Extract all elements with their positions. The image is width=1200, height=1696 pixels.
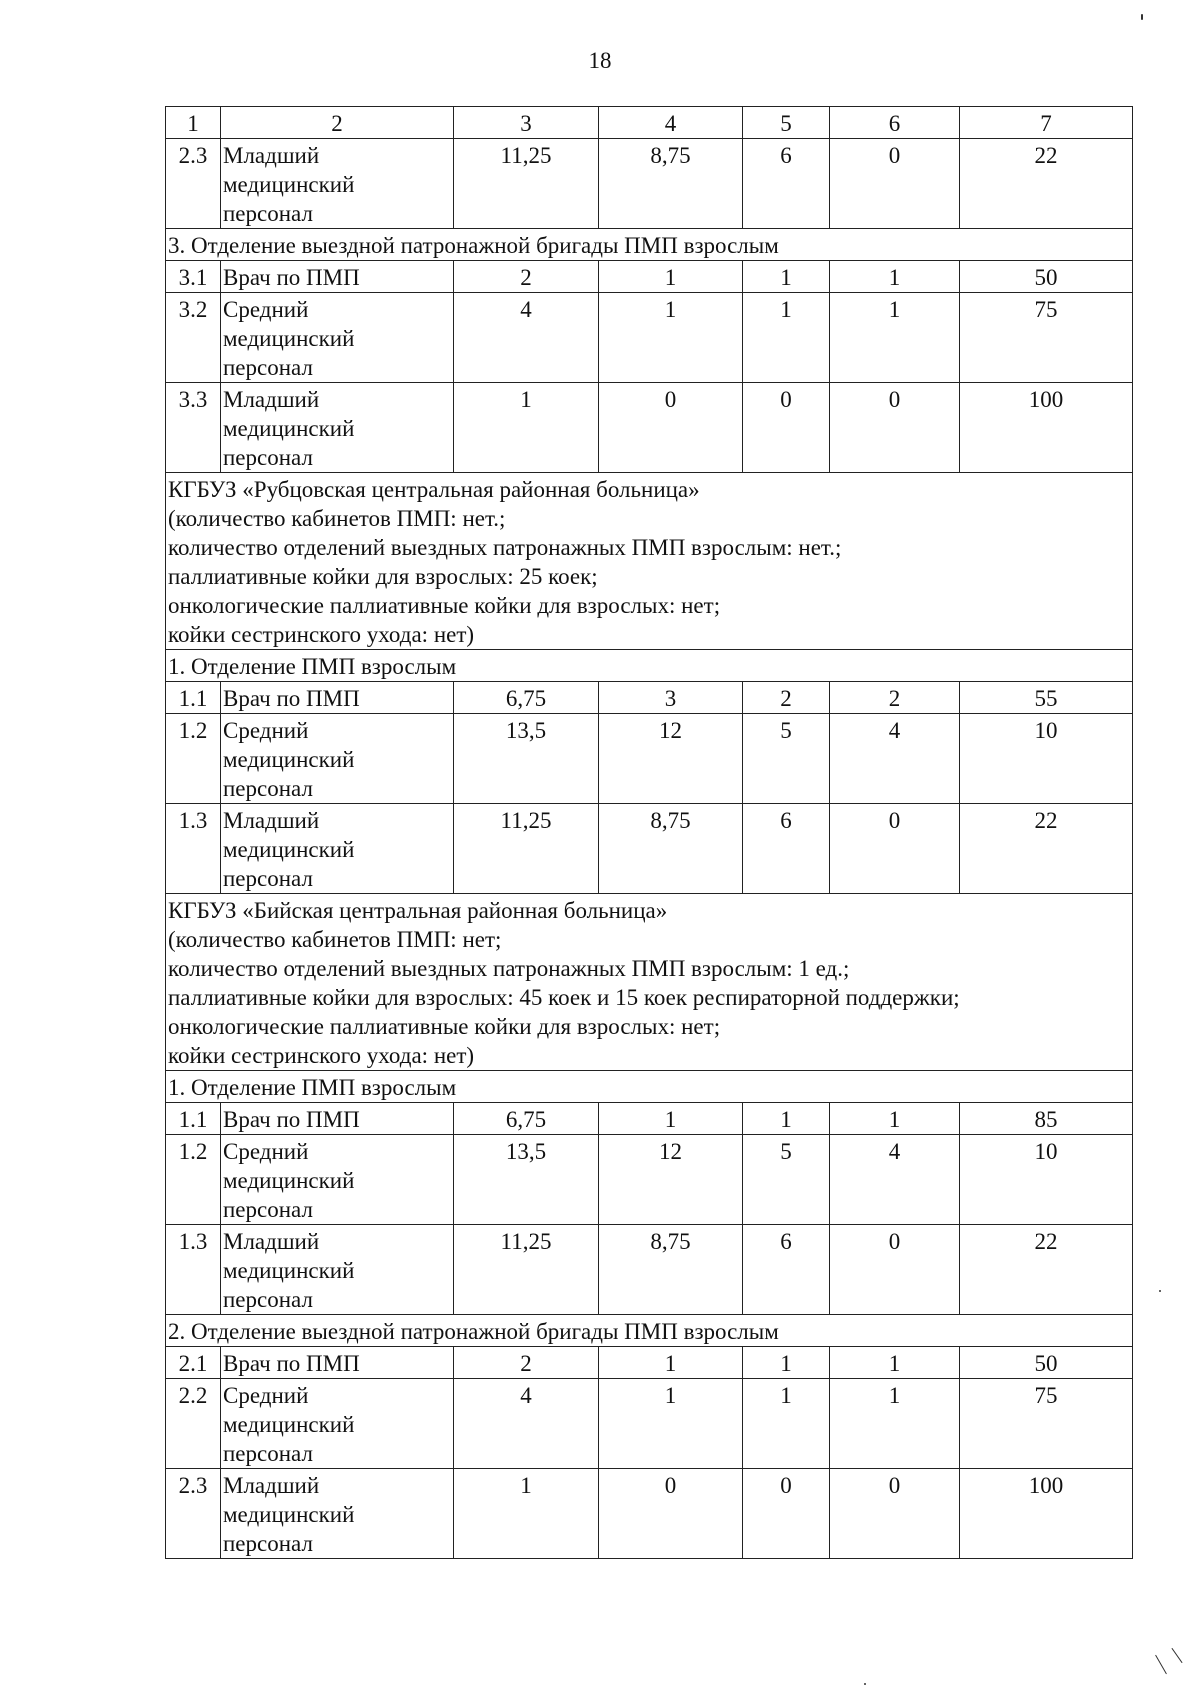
value-cell: 2 [743, 682, 830, 714]
value-cell: 1 [830, 1379, 960, 1469]
position-name [221, 1135, 454, 1225]
section-row [166, 1071, 1133, 1103]
position-name-line: Врач по ПМП [223, 686, 360, 711]
column-header: 6 [830, 107, 960, 139]
value-cell: 4 [454, 1379, 599, 1469]
value-cell: 4 [830, 714, 960, 804]
table-row [166, 682, 1133, 714]
value-cell: 100 [960, 1469, 1133, 1559]
column-header: 4 [599, 107, 743, 139]
value-cell: 11,25 [454, 139, 599, 229]
value-cell: 1 [599, 1379, 743, 1469]
column-header: 2 [221, 107, 454, 139]
position-name-line: персонал [223, 355, 313, 380]
position-name-line: медицинский [223, 1168, 355, 1193]
value-cell: 1 [599, 261, 743, 293]
value-cell: 12 [599, 1135, 743, 1225]
value-cell: 1 [830, 1103, 960, 1135]
section-title: 1. Отделение ПМП взрослым [166, 1071, 1133, 1103]
table-body [166, 107, 1133, 1559]
position-name-line: персонал [223, 201, 313, 226]
row-number: 3.3 [166, 383, 221, 473]
value-cell: 4 [454, 293, 599, 383]
value-cell: 50 [960, 1347, 1133, 1379]
value-cell: 3 [599, 682, 743, 714]
row-number: 2.2 [166, 1379, 221, 1469]
value-cell: 1 [599, 1347, 743, 1379]
position-name-line: медицинский [223, 1502, 355, 1527]
position-name [221, 383, 454, 473]
table-row [166, 1103, 1133, 1135]
position-name-line: медицинский [223, 747, 355, 772]
organization-info-line: паллиативные койки для взрослых: 45 коек и 15 коек респираторной поддержки; [168, 985, 960, 1010]
value-cell: 4 [830, 1135, 960, 1225]
value-cell: 2 [830, 682, 960, 714]
value-cell: 50 [960, 261, 1133, 293]
row-number: 1.2 [166, 714, 221, 804]
position-name [221, 139, 454, 229]
value-cell: 2 [454, 261, 599, 293]
section-title: 2. Отделение выездной патронажной бригады ПМП взрослым [166, 1315, 1133, 1347]
column-header: 7 [960, 107, 1133, 139]
value-cell: 1 [743, 261, 830, 293]
value-cell: 8,75 [599, 1225, 743, 1315]
organization-info-line: КГБУЗ «Бийская центральная районная больница» [168, 898, 668, 923]
value-cell: 1 [830, 293, 960, 383]
row-number: 1.3 [166, 804, 221, 894]
value-cell: 1 [743, 1379, 830, 1469]
position-name-line: медицинский [223, 1258, 355, 1283]
position-name-line: персонал [223, 866, 313, 891]
position-name [221, 293, 454, 383]
value-cell: 1 [599, 1103, 743, 1135]
organization-info-line: онкологические паллиативные койки для взрослых: нет; [168, 1014, 721, 1039]
position-name [221, 1469, 454, 1559]
value-cell: 10 [960, 714, 1133, 804]
position-name-line: Врач по ПМП [223, 265, 360, 290]
table-row [166, 261, 1133, 293]
position-name-line: персонал [223, 1197, 313, 1222]
value-cell: 2 [454, 1347, 599, 1379]
scan-speck [1141, 14, 1143, 20]
position-name-line: персонал [223, 776, 313, 801]
row-number: 3.1 [166, 261, 221, 293]
row-number: 1.2 [166, 1135, 221, 1225]
organization-info-line: КГБУЗ «Рубцовская центральная районная больница» [168, 477, 700, 502]
organization-row [166, 473, 1133, 650]
organization-info-line: койки сестринского ухода: нет) [168, 622, 475, 647]
value-cell: 0 [830, 383, 960, 473]
page-number: 18 [588, 48, 612, 73]
scan-speck [1159, 1290, 1161, 1292]
row-number: 2.3 [166, 139, 221, 229]
position-name-line: Младший [223, 143, 320, 168]
value-cell: 0 [830, 804, 960, 894]
column-header: 1 [166, 107, 221, 139]
scan-speck [1171, 1648, 1182, 1663]
value-cell: 0 [599, 383, 743, 473]
table-row [166, 1135, 1133, 1225]
position-name-line: Средний [223, 1139, 309, 1164]
value-cell: 75 [960, 1379, 1133, 1469]
position-name-line: Младший [223, 808, 320, 833]
staffing-table [165, 106, 1133, 1559]
position-name [221, 682, 454, 714]
table-row [166, 714, 1133, 804]
position-name-line: медицинский [223, 837, 355, 862]
value-cell: 1 [454, 383, 599, 473]
organization-info-line: (количество кабинетов ПМП: нет; [168, 927, 502, 952]
value-cell: 0 [830, 1225, 960, 1315]
row-number: 1.3 [166, 1225, 221, 1315]
section-title: 3. Отделение выездной патронажной бригады ПМП взрослым [166, 229, 1133, 261]
table-row [166, 139, 1133, 229]
value-cell: 12 [599, 714, 743, 804]
position-name-line: Младший [223, 1473, 320, 1498]
position-name-line: медицинский [223, 326, 355, 351]
position-name-line: Средний [223, 297, 309, 322]
position-name-line: Врач по ПМП [223, 1107, 360, 1132]
organization-info-line: количество отделений выездных патронажных ПМП взрослым: 1 ед.; [168, 956, 850, 981]
position-name [221, 1225, 454, 1315]
value-cell: 0 [599, 1469, 743, 1559]
position-name [221, 714, 454, 804]
table-row [166, 1347, 1133, 1379]
value-cell: 6,75 [454, 682, 599, 714]
organization-info-line: (количество кабинетов ПМП: нет.; [168, 506, 506, 531]
section-row [166, 229, 1133, 261]
position-name-line: Врач по ПМП [223, 1351, 360, 1376]
row-number: 3.2 [166, 293, 221, 383]
table-row [166, 1225, 1133, 1315]
position-name-line: медицинский [223, 172, 355, 197]
position-name-line: персонал [223, 445, 313, 470]
scan-speck [1155, 1655, 1167, 1675]
position-name-line: персонал [223, 1287, 313, 1312]
value-cell: 8,75 [599, 139, 743, 229]
value-cell: 22 [960, 139, 1133, 229]
position-name-line: Средний [223, 1383, 309, 1408]
value-cell: 1 [454, 1469, 599, 1559]
row-number: 2.3 [166, 1469, 221, 1559]
value-cell: 100 [960, 383, 1133, 473]
position-name [221, 1103, 454, 1135]
section-row [166, 1315, 1133, 1347]
value-cell: 1 [830, 1347, 960, 1379]
value-cell: 6 [743, 804, 830, 894]
table-row [166, 1469, 1133, 1559]
position-name [221, 804, 454, 894]
row-number: 1.1 [166, 682, 221, 714]
position-name-line: персонал [223, 1441, 313, 1466]
value-cell: 1 [830, 261, 960, 293]
position-name-line: медицинский [223, 1412, 355, 1437]
value-cell: 22 [960, 1225, 1133, 1315]
value-cell: 1 [599, 293, 743, 383]
position-name [221, 261, 454, 293]
section-title: 1. Отделение ПМП взрослым [166, 650, 1133, 682]
scan-speck [864, 1683, 866, 1685]
value-cell: 11,25 [454, 804, 599, 894]
section-row [166, 650, 1133, 682]
value-cell: 0 [830, 1469, 960, 1559]
column-header: 3 [454, 107, 599, 139]
organization-info [166, 894, 1133, 1071]
position-name [221, 1379, 454, 1469]
value-cell: 0 [830, 139, 960, 229]
value-cell: 6 [743, 139, 830, 229]
organization-info [166, 473, 1133, 650]
position-name-line: Младший [223, 1229, 320, 1254]
table-row [166, 293, 1133, 383]
organization-info-line: койки сестринского ухода: нет) [168, 1043, 475, 1068]
value-cell: 0 [743, 1469, 830, 1559]
organization-info-line: онкологические паллиативные койки для взрослых: нет; [168, 593, 721, 618]
value-cell: 85 [960, 1103, 1133, 1135]
position-name-line: медицинский [223, 416, 355, 441]
row-number: 1.1 [166, 1103, 221, 1135]
value-cell: 13,5 [454, 714, 599, 804]
position-name [221, 1347, 454, 1379]
organization-row [166, 894, 1133, 1071]
value-cell: 5 [743, 714, 830, 804]
table-row [166, 804, 1133, 894]
table-header-row [166, 107, 1133, 139]
value-cell: 13,5 [454, 1135, 599, 1225]
value-cell: 1 [743, 293, 830, 383]
position-name-line: Средний [223, 718, 309, 743]
value-cell: 55 [960, 682, 1133, 714]
value-cell: 6,75 [454, 1103, 599, 1135]
position-name-line: персонал [223, 1531, 313, 1556]
value-cell: 1 [743, 1347, 830, 1379]
organization-info-line: количество отделений выездных патронажных ПМП взрослым: нет.; [168, 535, 842, 560]
value-cell: 11,25 [454, 1225, 599, 1315]
row-number: 2.1 [166, 1347, 221, 1379]
value-cell: 0 [743, 383, 830, 473]
value-cell: 5 [743, 1135, 830, 1225]
value-cell: 75 [960, 293, 1133, 383]
value-cell: 6 [743, 1225, 830, 1315]
value-cell: 22 [960, 804, 1133, 894]
position-name-line: Младший [223, 387, 320, 412]
table-row [166, 383, 1133, 473]
column-header: 5 [743, 107, 830, 139]
value-cell: 8,75 [599, 804, 743, 894]
organization-info-line: паллиативные койки для взрослых: 25 коек; [168, 564, 598, 589]
table-row [166, 1379, 1133, 1469]
value-cell: 1 [743, 1103, 830, 1135]
value-cell: 10 [960, 1135, 1133, 1225]
